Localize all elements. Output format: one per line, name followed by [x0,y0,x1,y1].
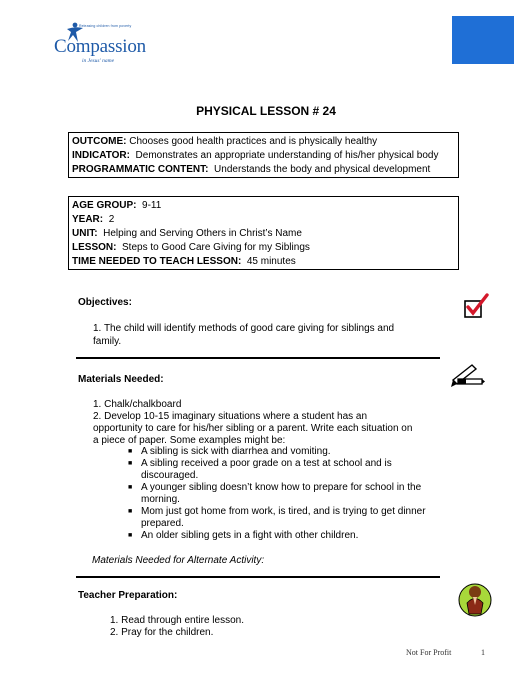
outcome-box [68,132,459,178]
praying-child-icon [458,578,492,618]
compassion-logo [52,20,164,66]
indicator-row [72,149,455,163]
content-label: PROGRAMMATIC CONTENT: [72,164,209,175]
prep-step-2: 2. Pray for the children. [110,627,214,638]
lesson-label: LESSON: [72,242,117,253]
pencil-crayon-icon [450,360,486,388]
footer-note: Not For Profit [406,648,452,657]
bullet-marker: ■ [128,448,133,455]
age-value: 9-11 [142,200,162,211]
outcome-value: Chooses good health practices and is physically healthy [129,136,378,147]
bullet-marker: ■ [128,532,133,539]
materials-heading: Materials Needed: [78,374,164,385]
page-number: 1 [481,648,485,657]
prep-step-1: 1. Read through entire lesson. [110,615,244,626]
age-label: AGE GROUP: [72,200,137,211]
outcome-label: OUTCOME: [72,136,127,147]
material-2-line-3: a piece of paper. Some examples might be: [93,435,286,446]
bullet-text: Mom just got home from work, is tired, and is trying to get dinner [141,506,426,517]
bullet-text: A younger sibling doesn’t know how to prepare for school in the [141,482,422,493]
year-label: YEAR: [72,214,104,225]
bullet-text-cont: prepared. [141,518,184,529]
bullet-text-cont: discouraged. [141,470,199,481]
bullet-text-cont: morning. [141,494,180,505]
objectives-heading: Objectives: [78,297,132,308]
alternate-materials: Materials Needed for Alternate Activity: [92,555,265,566]
bullet-marker: ■ [128,508,133,515]
objective-line-1: 1. The child will identify methods of good care giving for siblings and [93,323,395,334]
time-label: TIME NEEDED TO TEACH LESSON: [72,256,242,267]
bullet-text: A sibling received a poor grade on a test at school and is [141,458,392,469]
divider-2 [76,576,440,578]
page-title: PHYSICAL LESSON # 24 [196,104,336,118]
outcome-row [72,135,455,149]
time-row [72,255,455,269]
unit-row [72,227,455,241]
lesson-row [72,241,455,255]
bullet-marker: ■ [128,460,133,467]
blue-sticker [452,16,514,64]
logo-subline: in Jesus' name [82,58,115,64]
indicator-value: Demonstrates an appropriate understanding of his/her physical body [135,150,439,161]
checkbox-check-icon [462,292,490,320]
bullet-text: A sibling is sick with diarrhea and vomiting. [141,446,331,457]
material-2-line-1: 2. Develop 10-15 imaginary situations where a student has an [93,411,368,422]
bullet-marker: ■ [128,484,133,491]
lesson-value: Steps to Good Care Giving for my Siblings [122,242,310,253]
material-1: 1. Chalk/chalkboard [93,399,182,410]
logo-tagline: Releasing children from poverty [79,24,132,28]
time-value: 45 minutes [246,256,296,267]
teacher-prep-heading: Teacher Preparation: [78,590,178,601]
objective-line-2: family. [93,336,122,347]
year-value: 2 [108,214,115,225]
year-row [72,213,455,227]
indicator-label: INDICATOR: [72,150,130,161]
logo-wordmark: Compassion [54,36,146,57]
unit-value: Helping and Serving Others in Christ’s Name [103,228,302,239]
content-value: Understands the body and physical development [214,164,431,175]
material-2-line-2: opportunity to care for his/her sibling or a parent. Write each situation on [93,423,413,434]
bullet-text: An older sibling gets in a fight with other children. [141,530,359,541]
unit-label: UNIT: [72,228,98,239]
divider-1 [76,357,440,359]
content-row [72,163,455,177]
age-row [72,199,455,213]
lesson-info-box [68,196,459,270]
